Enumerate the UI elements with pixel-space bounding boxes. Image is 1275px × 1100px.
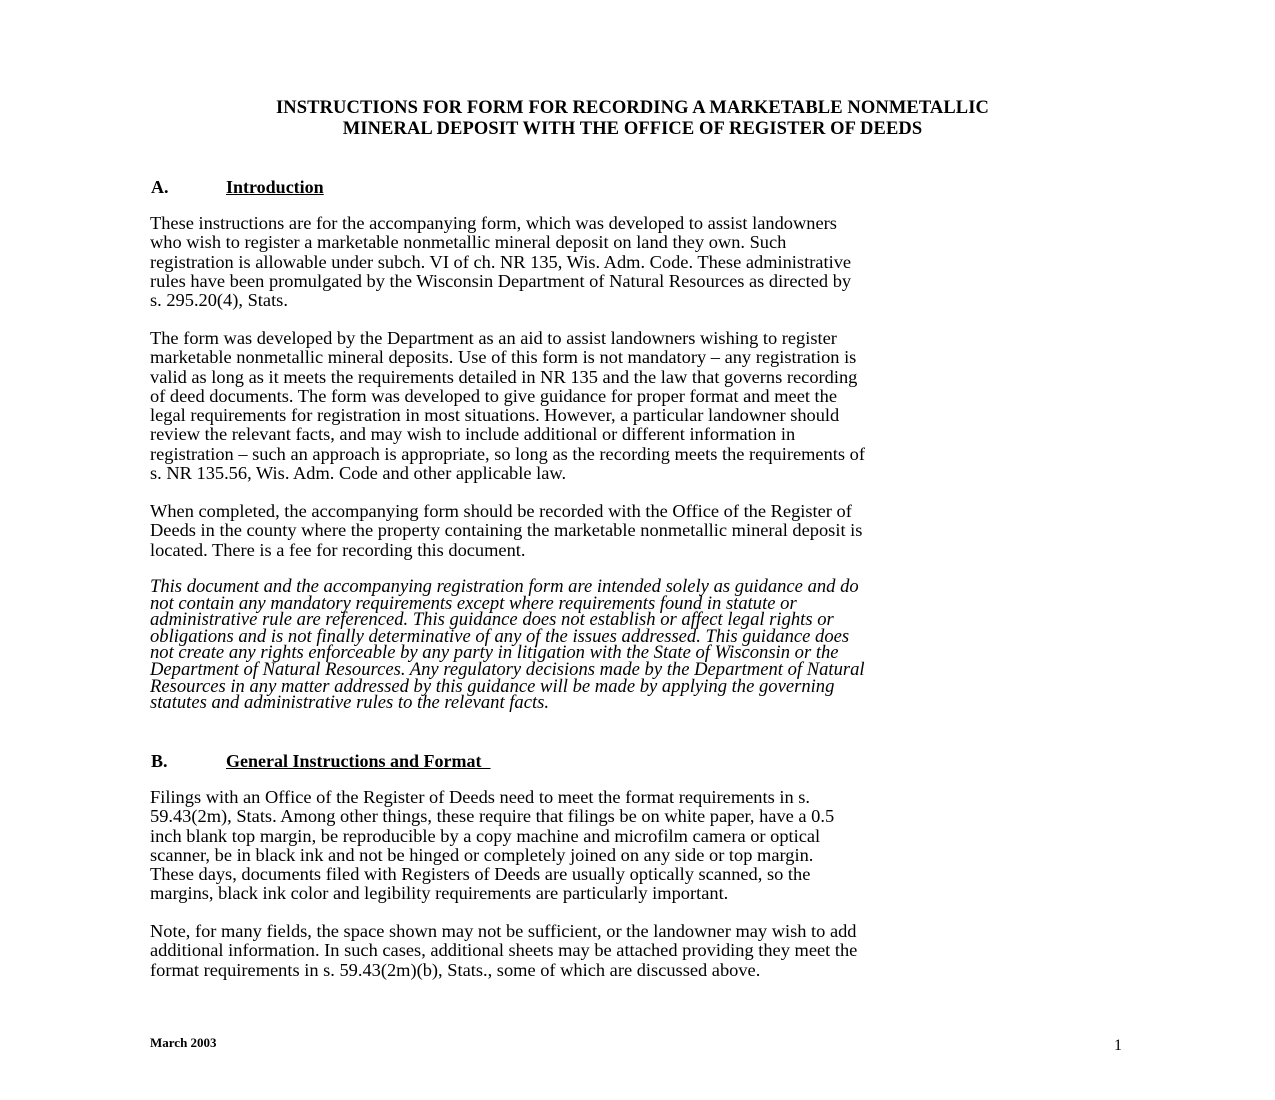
text-line: of deed documents. The form was developed to give guidance for proper format and meet the: [150, 385, 838, 406]
text-line: Note, for many fields, the space shown may not be sufficient, or the landowner may wish to add: [150, 921, 857, 941]
text-line: registration is allowable under subch. VI of ch. NR 135, Wis. Adm. Code. These administrative: [150, 251, 852, 272]
text-line: The form was developed by the Department as an aid to assist landowners wishing to register: [150, 328, 837, 348]
intro-paragraph-2: [150, 329, 1150, 483]
text-line: Resources in any matter addressed by this guidance will be made by applying the governing: [150, 675, 835, 697]
text-line: review the relevant facts, and may wish to include additional or different information in: [150, 424, 796, 445]
format-paragraph-1: [150, 788, 1150, 904]
section-b-letter: B.: [151, 751, 168, 771]
document-title: [120, 98, 1145, 140]
section-a-title: Introduction: [226, 177, 324, 197]
text-line: marketable nonmetallic mineral deposits. Use of this form is not mandatory – any registration is: [150, 347, 857, 368]
footer-date: March 2003: [150, 1035, 217, 1050]
text-line: statutes and administrative rules to the relevant facts.: [150, 692, 550, 714]
text-line: legal requirements for registration in most situations. However, a particular landowner should: [150, 405, 840, 426]
text-line: valid as long as it meets the requirements detailed in NR 135 and the law that governs recording: [150, 366, 858, 387]
text-line: who wish to register a marketable nonmetallic mineral deposit on land they own. Such: [150, 232, 787, 253]
intro-paragraph-1: [150, 214, 1150, 310]
section-b-heading: [151, 751, 491, 771]
text-line: s. NR 135.56, Wis. Adm. Code and other applicable law.: [150, 463, 567, 484]
intro-paragraph-3: [150, 502, 1150, 560]
text-line: additional information. In such cases, additional sheets may be attached providing they meet the: [150, 940, 858, 961]
section-a-heading: [151, 177, 324, 197]
section-b-title: General Instructions and Format: [226, 751, 482, 771]
format-paragraph-2: [150, 922, 1150, 980]
text-line: inch blank top margin, be reproducible by a copy machine and microfilm camera or optical: [150, 825, 821, 846]
text-line: not create any rights enforceable by any party in litigation with the State of Wisconsin or the: [150, 642, 839, 664]
text-line: scanner, be in black ink and not be hinged or completely joined on any side or top margin.: [150, 844, 814, 865]
guidance-disclaimer: [150, 576, 1150, 714]
text-line: This document and the accompanying registration form are intended solely as guidance and do: [150, 576, 859, 597]
text-line: registration – such an approach is appropriate, so long as the recording meets the requirements of: [150, 443, 865, 464]
text-line: not contain any mandatory requirements except where requirements found in statute or: [150, 592, 797, 614]
text-line: rules have been promulgated by the Wisconsin Department of Natural Resources as directed by: [150, 270, 852, 291]
text-line: These instructions are for the accompanying form, which was developed to assist landowners: [150, 213, 837, 233]
text-line: format requirements in s. 59.43(2m)(b), Stats., some of which are discussed above.: [150, 959, 761, 980]
text-line: Department of Natural Resources. Any regulatory decisions made by the Department of Natural: [150, 658, 865, 680]
text-line: Deeds in the county where the property containing the marketable nonmetallic mineral deposit is: [150, 520, 863, 541]
text-line: Filings with an Office of the Register of Deeds need to meet the format requirements in s.: [150, 787, 811, 807]
text-line: obligations and is not finally determinative of any of the issues addressed. This guidance does: [150, 625, 850, 647]
text-line: margins, black ink color and legibility requirements are particularly important.: [150, 883, 729, 904]
title-line: MINERAL DEPOSIT WITH THE OFFICE OF REGISTER OF DEEDS: [342, 119, 923, 139]
text-line: These days, documents filed with Registers of Deeds are usually optically scanned, so the: [150, 864, 811, 885]
text-line: s. 295.20(4), Stats.: [150, 290, 288, 311]
text-line: administrative rule are referenced. This guidance does not establish or affect legal rights or: [150, 609, 834, 631]
section-a-letter: A.: [151, 177, 169, 197]
title-line: INSTRUCTIONS FOR FORM FOR RECORDING A MARKETABLE NONMETALLIC: [275, 98, 989, 118]
text-line: When completed, the accompanying form should be recorded with the Office of the Register of: [150, 501, 852, 521]
page-number: 1: [1114, 1037, 1122, 1054]
text-line: located. There is a fee for recording this document.: [150, 539, 526, 560]
text-line: 59.43(2m), Stats. Among other things, these require that filings be on white paper, have a 0.5: [150, 806, 835, 827]
